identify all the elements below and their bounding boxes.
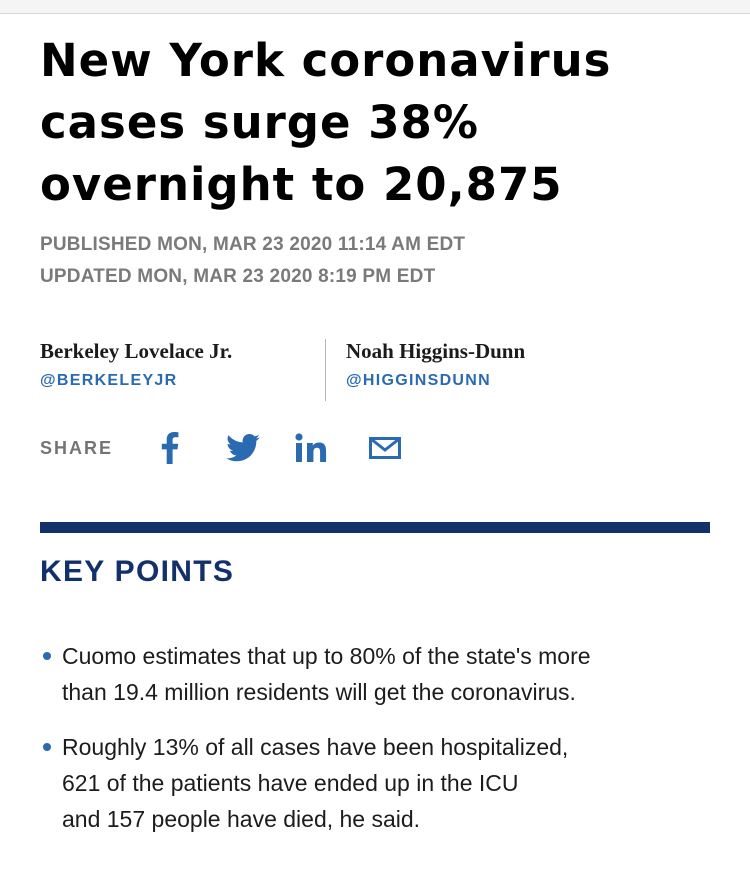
author-handle-link[interactable]: @BERKELEYJR bbox=[40, 372, 178, 389]
author-handle-link[interactable]: @HIGGINSDUNN bbox=[346, 372, 491, 389]
key-points-divider bbox=[40, 522, 710, 533]
email-icon bbox=[369, 437, 401, 459]
byline bbox=[40, 335, 525, 401]
updated-date: UPDATED MON, MAR 23 2020 8:19 PM EDT bbox=[40, 266, 436, 287]
key-point-text: and 157 people have died, he said. bbox=[62, 806, 421, 832]
author-name[interactable]: Noah Higgins-Dunn bbox=[346, 339, 526, 363]
author-1 bbox=[40, 335, 325, 401]
key-point-text: than 19.4 million residents will get the coronavirus. bbox=[62, 679, 576, 705]
linkedin-icon bbox=[295, 433, 329, 463]
key-point-text: Cuomo estimates that up to 80% of the state's more bbox=[62, 643, 591, 669]
key-point-item bbox=[40, 638, 720, 710]
article-headline bbox=[40, 30, 720, 216]
bullet-icon bbox=[43, 652, 51, 660]
facebook-icon bbox=[161, 432, 179, 464]
bullet-icon bbox=[43, 743, 51, 751]
headline-line: cases surge 38% bbox=[40, 96, 479, 149]
author-2 bbox=[346, 335, 525, 401]
key-point-text: 621 of the patients have ended up in the ICU bbox=[62, 770, 519, 796]
key-points-heading: KEY POINTS bbox=[40, 555, 235, 588]
share-twitter-button[interactable] bbox=[224, 428, 262, 468]
share-linkedin-button[interactable] bbox=[292, 428, 332, 468]
key-points-list bbox=[40, 638, 720, 856]
share-email-button[interactable] bbox=[368, 428, 402, 468]
share-bar bbox=[40, 428, 402, 468]
headline-line: overnight to 20,875 bbox=[40, 158, 563, 211]
key-point-item bbox=[40, 729, 720, 837]
key-point-text: Roughly 13% of all cases have been hospitalized, bbox=[62, 734, 569, 760]
article-timestamps bbox=[40, 229, 465, 293]
share-facebook-button[interactable] bbox=[158, 428, 182, 468]
byline-divider bbox=[325, 339, 326, 401]
share-label: SHARE bbox=[40, 437, 114, 458]
published-date: PUBLISHED MON, MAR 23 2020 11:14 AM EDT bbox=[40, 234, 466, 255]
headline-line: New York coronavirus bbox=[40, 34, 612, 87]
author-name[interactable]: Berkeley Lovelace Jr. bbox=[40, 339, 233, 363]
twitter-icon bbox=[226, 434, 260, 462]
top-divider bbox=[0, 0, 750, 14]
